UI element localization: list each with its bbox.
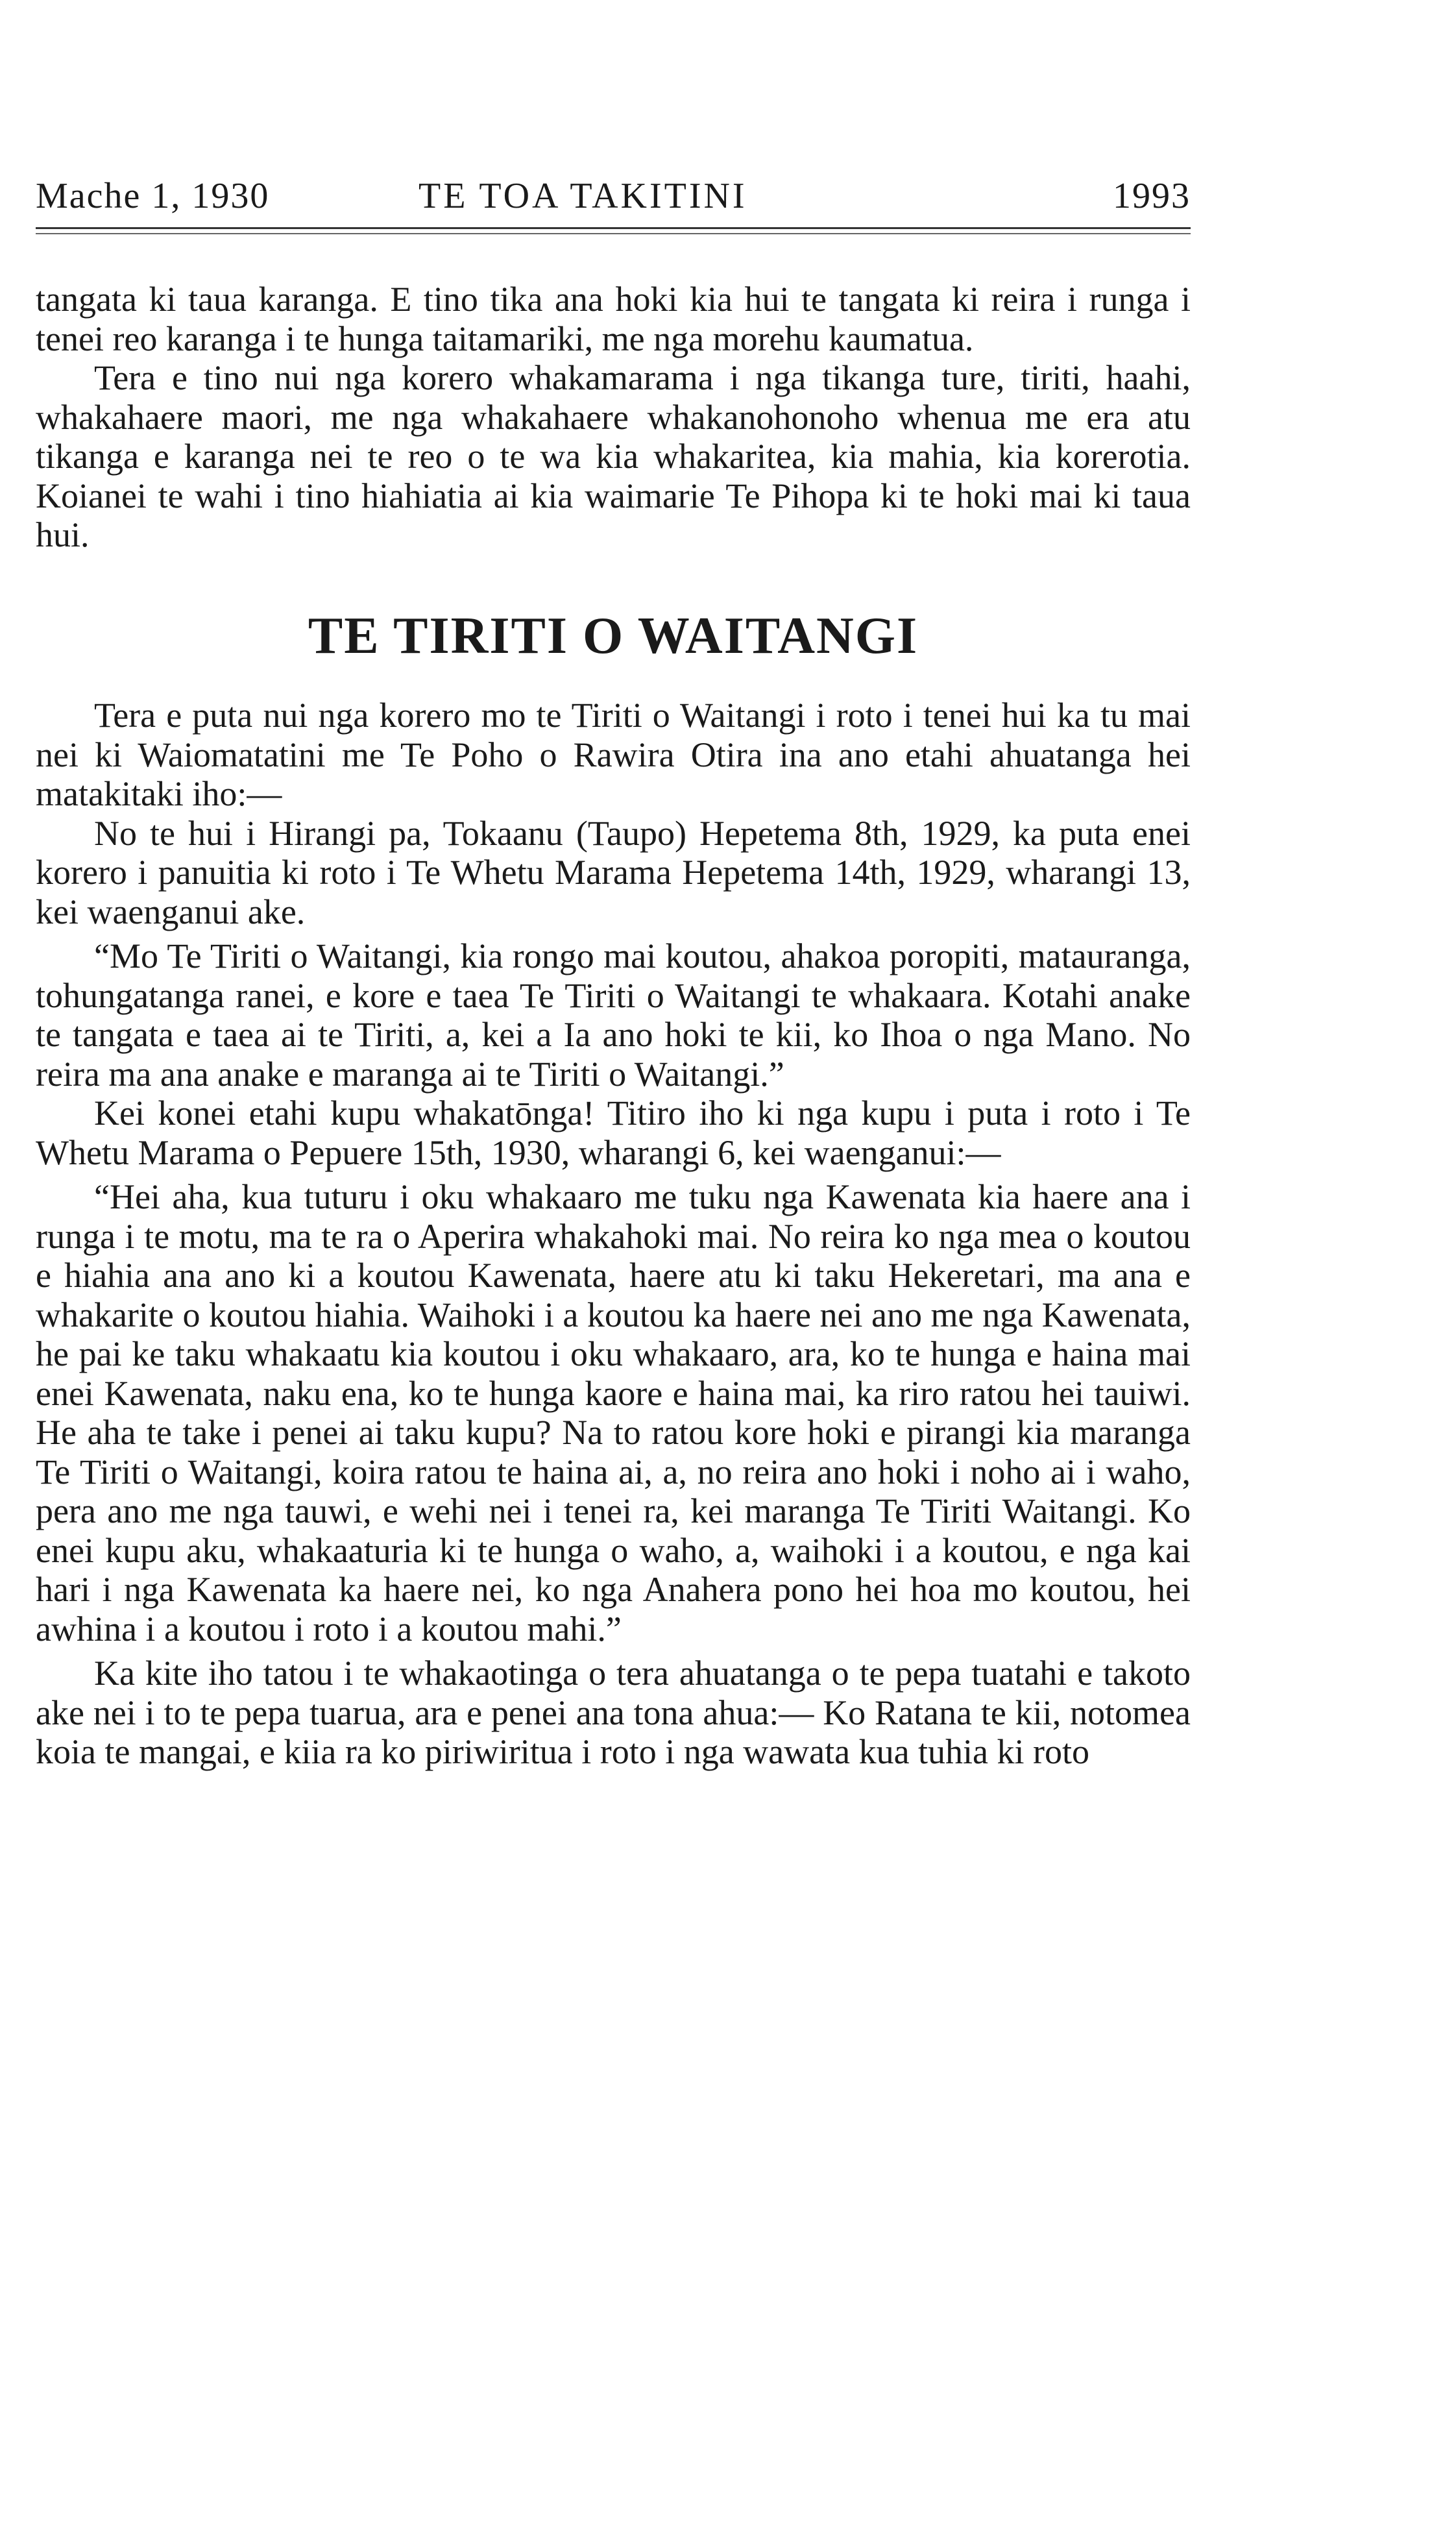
body-paragraph: No te hui i Hirangi pa, Tokaanu (Taupo) Hepetema 8th, 1929, ka puta enei korero i panuitia ki roto i Te Whetu Marama Hepetema 14th, 1929, wharangi 13, kei waenganui ake. bbox=[36, 813, 1191, 931]
article-body bbox=[36, 280, 1191, 1772]
body-paragraph: Kei konei etahi kupu whakatōnga! Titiro iho ki nga kupu i puta i roto i Te Whetu Marama o Pepuere 15th, 1930, wharangi 6, kei waenganui:— bbox=[36, 1094, 1191, 1172]
header-rule-thin bbox=[36, 233, 1191, 234]
document-page bbox=[36, 175, 1191, 1772]
running-header bbox=[36, 175, 1191, 227]
body-paragraph: tangata ki taua karanga. E tino tika ana hoki kia hui te tangata ki reira i runga i tenei reo karanga i te hunga taitamariki, me nga morehu kaumatua. bbox=[36, 280, 1191, 358]
header-page-number: 1993 bbox=[1113, 176, 1191, 216]
header-publication-title: TE TOA TAKITINI bbox=[419, 176, 747, 216]
header-date: Mache 1, 1930 bbox=[36, 176, 270, 216]
header-rule bbox=[36, 227, 1191, 229]
quoted-paragraph: “Mo Te Tiriti o Waitangi, kia rongo mai koutou, ahakoa poropiti, matauranga, tohungatanga ranei, e kore e taea Te Tiriti o Waitangi te whakaara. Kotahi anake te tangata e taea ai te Tiriti, a, kei a Ia ano hoki te kii, ko Ihoa o nga Mano. No reira ma ana anake e maranga ai te Tiriti o Waitangi.” bbox=[36, 937, 1191, 1094]
body-paragraph: Tera e puta nui nga korero mo te Tiriti o Waitangi i roto i tenei hui ka tu mai nei ki Waiomatatini me Te Poho o Rawira Otira ina ano etahi ahuatanga hei matakitaki iho:— bbox=[36, 696, 1191, 813]
section-heading: TE TIRITI O WAITANGI bbox=[308, 607, 919, 665]
body-paragraph: Ka kite iho tatou i te whakaotinga o tera ahuatanga o te pepa tuatahi e takoto ake nei i to te pepa tuarua, ara e penei ana tona ahua:— Ko Ratana te kii, notomea koia te mangai, e kiia ra ko piriwiritua i roto i nga wawata kua tuhia ki roto bbox=[36, 1654, 1191, 1771]
body-paragraph: Tera e tino nui nga korero whakamarama i nga tikanga ture, tiriti, haahi, whakahaere maori, me nga whakahaere whakanohonoho whenua me era atu tikanga e karanga nei te reo o te wa kia whakaritea, kia mahia, kia korerotia. Koianei te wahi i tino hiahiatia ai kia waimarie Te Pihopa ki te hoki mai ki taua hui. bbox=[36, 358, 1191, 554]
quoted-paragraph: “Hei aha, kua tuturu i oku whakaaro me tuku nga Kawenata kia haere ana i runga i te motu, ma te ra o Aperira whakahoki mai. No reira ko nga mea o koutou e hiahia ana ano ki a koutou Kawenata, haere atu ki taku Hekeretari, ma ana e whakarite o koutou hiahia. Waihoki i a koutou ka haere nei ano me nga Kawenata, he pai ke taku whakaatu kia koutou i oku whakaaro, ara, ko te hunga e haina mai enei Kawenata, naku ena, ko te hunga kaore e haina mai, ka riro ratou hei tauiwi. He aha te take i penei ai taku kupu? Na to ratou kore hoki e pirangi kia maranga Te Tiriti o Waitangi, koira ratou te haina ai, a, no reira ano hoki i noho ai i waho, pera ano me nga tauwi, e wehi nei i tenei ra, kei maranga Te Tiriti Waitangi. Ko enei kupu aku, whakaaturia ki te hunga o waho, a, waihoki i a koutou, e nga kai hari i nga Kawenata ka haere nei, ko nga Anahera pono hei hoa mo koutou, hei awhina i a koutou i roto i a koutou mahi.” bbox=[36, 1177, 1191, 1648]
